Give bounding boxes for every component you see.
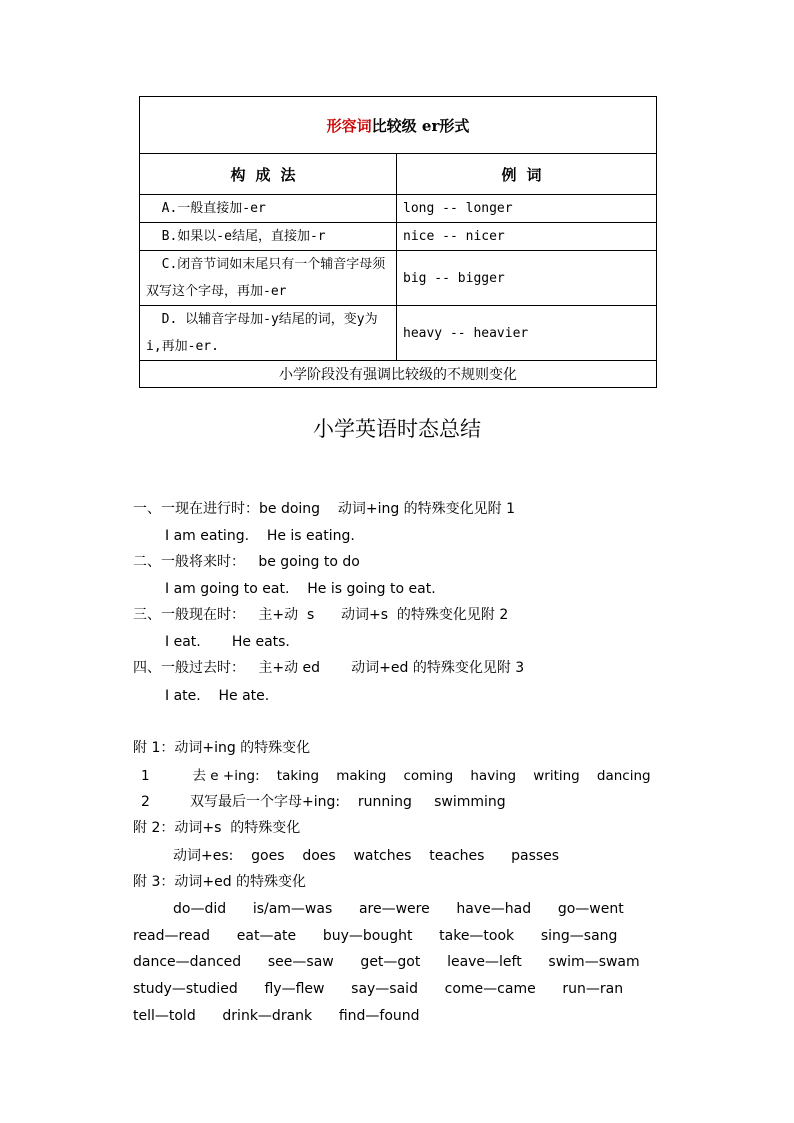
rule-cell: D. 以辅音字母加-y结尾的词，变y为i,再加-er.: [140, 306, 397, 361]
table-row: [140, 195, 657, 223]
verb-line: study—studied fly—flew say—said come—came run—ran: [133, 981, 624, 997]
example-cell: heavy -- heavier: [397, 306, 657, 361]
example-cell: long -- longer: [397, 195, 657, 223]
tense-line: 四、一般过去时： 主+动 ed 动词+ed 的特殊变化见附 3: [133, 660, 525, 676]
appendix-line: 2 双写最后一个字母+ing: running swimming: [141, 794, 506, 810]
tense-line: 一、一现在进行时：be doing 动词+ing 的特殊变化见附 1: [133, 501, 516, 517]
example-cell: nice -- nicer: [397, 223, 657, 251]
table-title: [140, 97, 657, 154]
rule-cell: C.闭音节词如末尾只有一个辅音字母须双写这个字母，再加-er: [140, 251, 397, 306]
header-method: 构成法: [140, 154, 397, 195]
rule-cell: B.如果以-e结尾，直接加-r: [140, 223, 397, 251]
comparative-table: [139, 96, 657, 388]
verb-line: do—did is/am—was are—were have—had go—went: [173, 901, 624, 917]
example-line: I am going to eat. He is going to eat.: [165, 581, 436, 597]
example-line: I ate. He ate.: [165, 688, 270, 704]
table-row: [140, 306, 657, 361]
example-line: I am eating. He is eating.: [165, 528, 355, 544]
tense-line: 三、一般现在时： 主+动 s 动词+s 的特殊变化见附 2: [133, 607, 509, 623]
verb-line: dance—danced see—saw get—got leave—left swim—swam: [133, 954, 640, 970]
page-title: 小学英语时态总结: [313, 417, 481, 441]
table-row: [140, 223, 657, 251]
example-cell: big -- bigger: [397, 251, 657, 306]
appendix-heading: 附 1：动词+ing 的特殊变化: [133, 740, 311, 756]
table-row: [140, 251, 657, 306]
tense-line: 二、一般将来时： be going to do: [133, 554, 360, 570]
appendix-line: 1 去 e +ing: taking making coming having writing dancing: [141, 768, 651, 784]
verb-line: tell—told drink—drank find—found: [133, 1008, 420, 1024]
table-note: 小学阶段没有强调比较级的不规则变化: [140, 361, 657, 388]
table-title-red: 形容词: [326, 116, 372, 135]
verb-line: read—read eat—ate buy—bought take—took sing—sang: [133, 928, 618, 944]
appendix-heading: 附 3：动词+ed 的特殊变化: [133, 874, 307, 890]
table-title-rest: 比较级 er形式: [371, 116, 470, 135]
example-line: I eat. He eats.: [165, 634, 290, 650]
header-example: 例词: [397, 154, 657, 195]
appendix-line: 动词+es: goes does watches teaches passes: [173, 848, 560, 864]
rule-cell: A.一般直接加-er: [140, 195, 397, 223]
appendix-heading: 附 2：动词+s 的特殊变化: [133, 820, 301, 836]
